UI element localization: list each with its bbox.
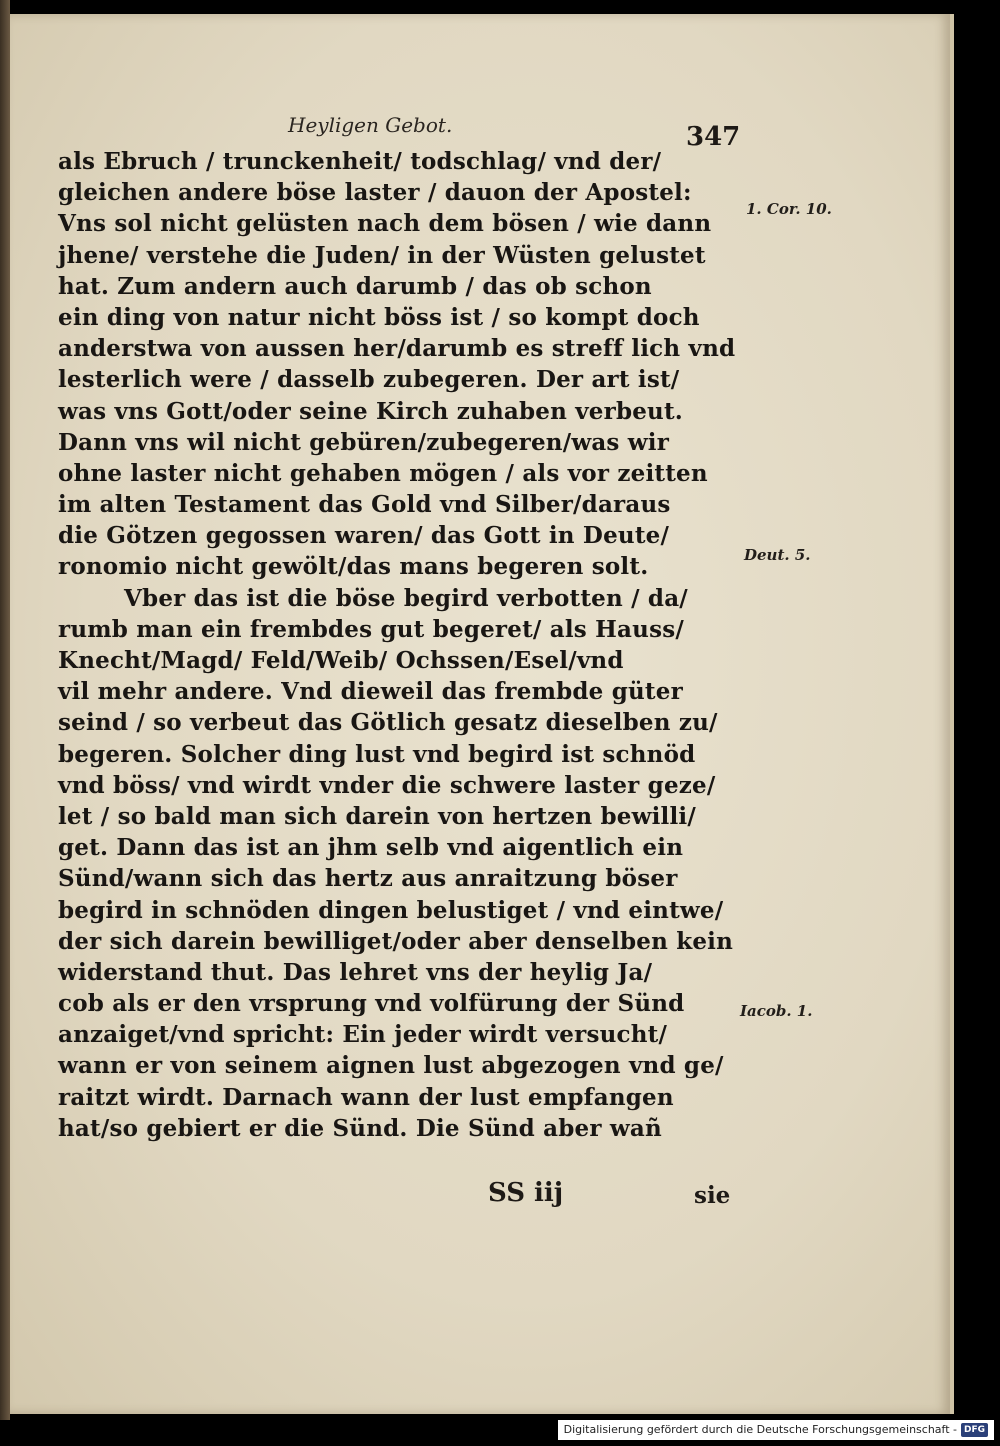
marginal-note: Deut. 5. <box>744 546 811 564</box>
text-line: Sünd/wann sich das hertz aus anraitzung böser <box>58 865 678 893</box>
text-line: Knecht/Magd/ Feld/Weib/ Ochssen/Esel/vnd <box>58 647 624 674</box>
text-line: Dann vns wil nicht gebüren/zubegeren/was wir <box>58 428 670 456</box>
text-line: Vber das ist die böse begird verbotten / da/ <box>124 584 688 612</box>
running-head: Heyligen Gebot. <box>288 113 453 137</box>
page-edge <box>950 14 954 1414</box>
text-line: begird in schnöden dingen belustiget / vnd eintwe/ <box>58 896 724 924</box>
text-line: widerstand thut. Das lehret vns der heylig Ja/ <box>58 958 653 986</box>
text-line: wann er von seinem aignen lust abgezogen vnd ge/ <box>58 1052 724 1080</box>
text-line: get. Dann das ist an jhm selb vnd aigentlich ein <box>58 834 684 862</box>
dfg-logo: DFG <box>961 1423 988 1437</box>
funding-footer <box>558 1420 994 1440</box>
text-line: seind / so verbeut das Götlich gesatz dieselben zu/ <box>58 709 718 737</box>
text-line: lesterlich were / dasselb zubegeren. Der art ist/ <box>58 366 680 394</box>
footer-text: Digitalisierung gefördert durch die Deutsche Forschungsgemeinschaft - <box>563 1423 957 1436</box>
catchword: sie <box>694 1182 731 1209</box>
text-line: ohne laster nicht gehaben mögen / als vor zeitten <box>58 459 708 487</box>
signature-mark: SS iij <box>488 1178 564 1208</box>
marginal-note: 1. Cor. 10. <box>746 200 832 218</box>
text-line: was vns Gott/oder seine Kirch zuhaben verbeut. <box>58 397 684 425</box>
text-line: cob als er den vrsprung vnd volfürung der Sünd <box>58 990 685 1018</box>
text-line: der sich darein bewilliget/oder aber denselben kein <box>58 927 734 955</box>
page-number: 347 <box>686 122 741 152</box>
book-spine <box>0 0 10 1420</box>
text-line: begeren. Solcher ding lust vnd begird ist schnöd <box>58 740 696 768</box>
text-line: als Ebruch / trunckenheit/ todschlag/ vnd der/ <box>58 148 662 175</box>
text-line: let / so bald man sich darein von hertzen bewilli/ <box>58 802 696 830</box>
text-line: gleichen andere böse laster / dauon der Apostel: <box>58 179 692 207</box>
text-line: hat/so gebiert er die Sünd. Die Sünd aber wañ <box>58 1114 662 1142</box>
text-line: ein ding von natur nicht böss ist / so kompt doch <box>58 303 700 331</box>
text-line: vil mehr andere. Vnd dieweil das frembde güter <box>58 678 683 706</box>
signature-line <box>58 1178 748 1218</box>
text-line: anderstwa von aussen her/darumb es streff lich vnd <box>58 335 736 363</box>
marginal-note: Iacob. 1. <box>740 1002 813 1020</box>
text-line: ronomio nicht gewölt/das mans begeren solt. <box>58 553 649 581</box>
text-line: jhene/ verstehe die Juden/ in der Wüsten gelustet <box>58 241 706 269</box>
text-line: hat. Zum andern auch darumb / das ob schon <box>58 272 652 300</box>
text-line: rumb man ein frembdes gut begeret/ als Hauss/ <box>58 615 684 643</box>
text-line: Vns sol nicht gelüsten nach dem bösen / wie dann <box>58 210 712 238</box>
text-line: anzaiget/vnd spricht: Ein jeder wirdt versucht/ <box>58 1021 668 1049</box>
text-line: raitzt wirdt. Darnach wann der lust empfangen <box>58 1083 674 1111</box>
text-block <box>58 146 748 1144</box>
text-line: die Götzen gegossen waren/ das Gott in Deute/ <box>58 522 670 550</box>
text-line: vnd böss/ vnd wirdt vnder die schwere laster geze/ <box>58 771 716 799</box>
text-line: im alten Testament das Gold vnd Silber/daraus <box>58 491 671 519</box>
